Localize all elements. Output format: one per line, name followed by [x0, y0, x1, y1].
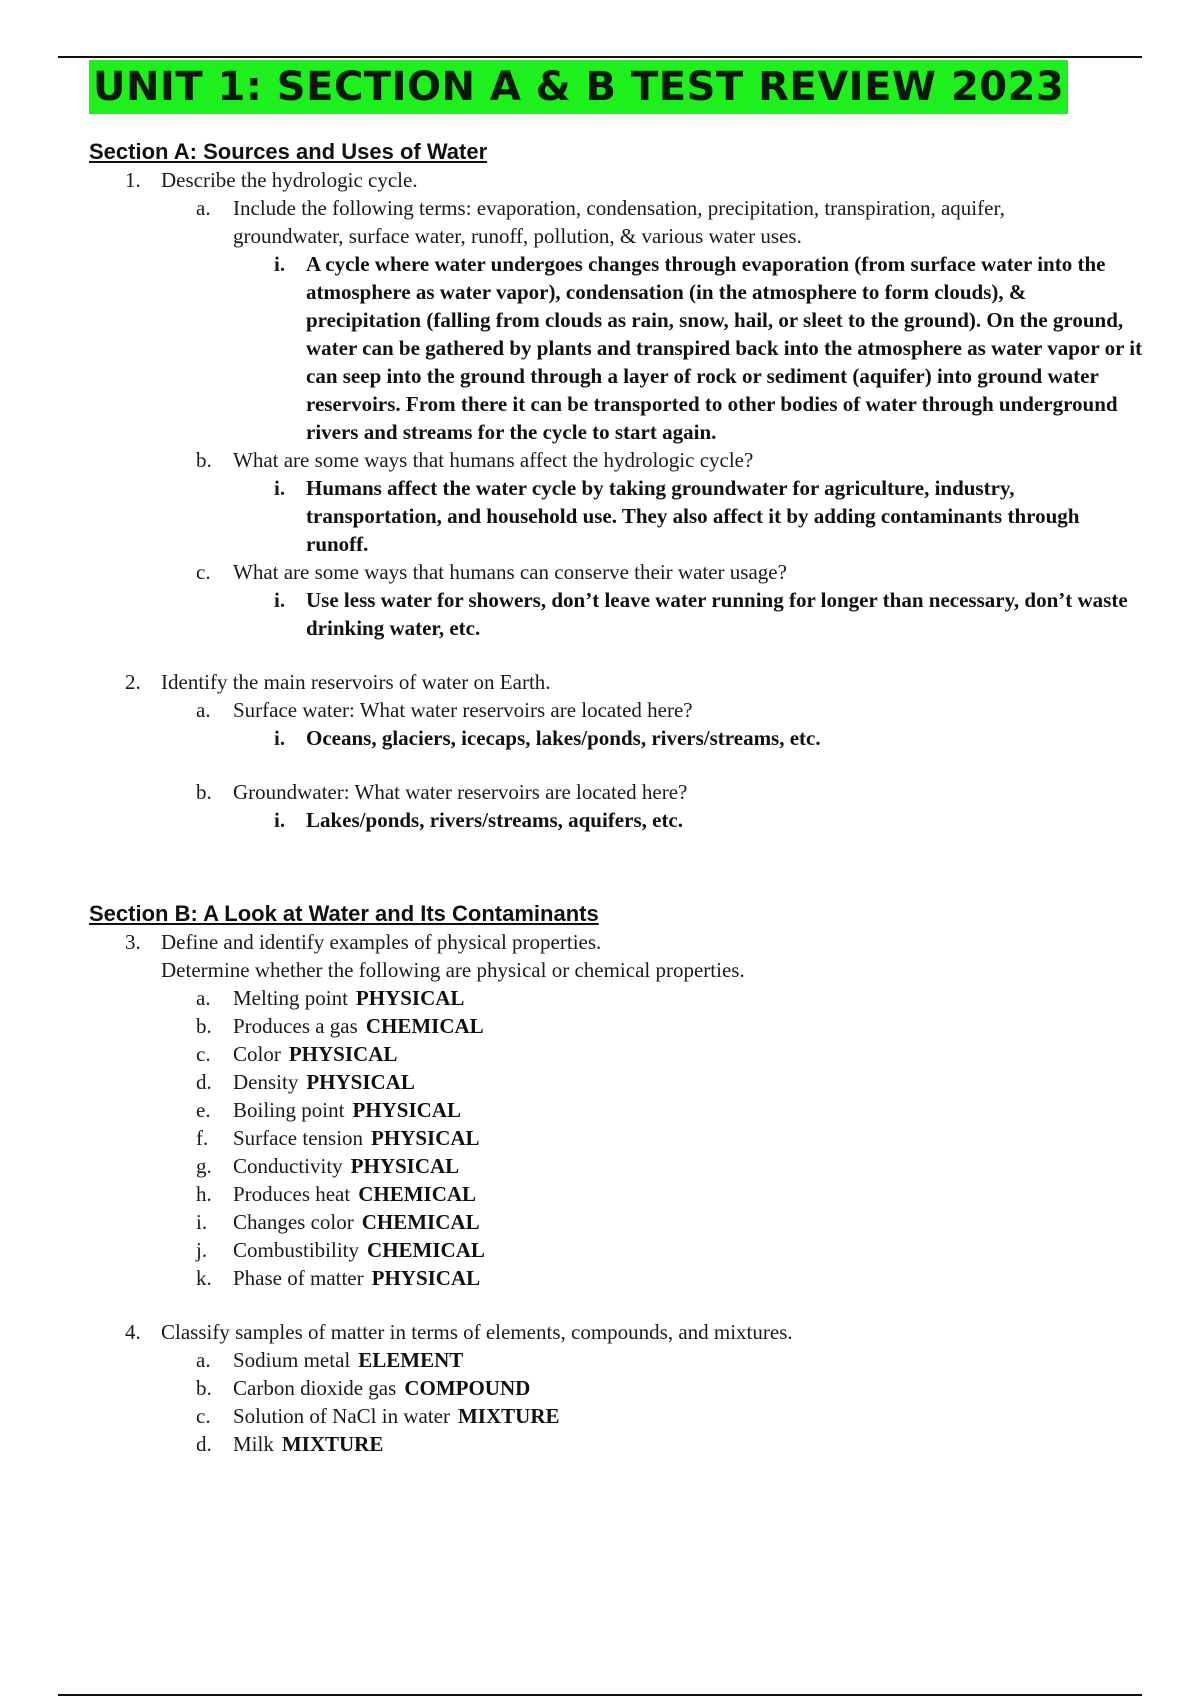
- item-content: [233, 1124, 480, 1152]
- property-item: [0, 1040, 1200, 1068]
- sub-label: c.: [196, 560, 211, 584]
- item-content: [233, 1068, 415, 1096]
- answer-1b: [0, 474, 1200, 558]
- item-content: [233, 1264, 480, 1292]
- item-content: [233, 984, 464, 1012]
- item-text: Phase of matter: [233, 1266, 364, 1290]
- matter-list: [0, 1346, 1200, 1458]
- item-label: g.: [196, 1154, 212, 1178]
- section-a-heading: Section A: Sources and Uses of Water: [89, 139, 488, 164]
- item-text: Color: [233, 1042, 281, 1066]
- spacer: [0, 888, 1200, 900]
- item-text: Solution of NaCl in water: [233, 1404, 450, 1428]
- item-label: j.: [196, 1238, 208, 1262]
- question-2a: [0, 696, 1200, 724]
- matter-item: [0, 1402, 1200, 1430]
- item-label: e.: [196, 1098, 211, 1122]
- item-answer: ELEMENT: [358, 1348, 464, 1372]
- answer-label: i.: [274, 808, 286, 832]
- answer-text: Humans affect the water cycle by taking groundwater for agriculture, industry, transportation, and household use. They also affect it by adding contaminants through runoff.: [306, 476, 1080, 556]
- item-content: [233, 1374, 530, 1402]
- item-text: Surface tension: [233, 1126, 364, 1150]
- item-text: Changes color: [233, 1210, 354, 1234]
- answer-text: Lakes/ponds, rivers/streams, aquifers, etc.: [306, 808, 684, 832]
- item-text: Carbon dioxide gas: [233, 1376, 397, 1400]
- item-label: c.: [196, 1042, 211, 1066]
- question-1: [0, 166, 1200, 194]
- property-item: [0, 1124, 1200, 1152]
- item-answer: PHYSICAL: [371, 1126, 480, 1150]
- question-4: [0, 1318, 1200, 1346]
- answer-text: Use less water for showers, don’t leave water running for longer than necessary, don’t waste drinking water, etc.: [306, 588, 1128, 640]
- item-content: [233, 1040, 397, 1068]
- item-text: Conductivity: [233, 1154, 343, 1178]
- spacer: [0, 642, 1200, 668]
- document-body: [0, 138, 1200, 1458]
- property-list: [0, 984, 1200, 1292]
- item-answer: MIXTURE: [281, 1432, 384, 1456]
- answer-text: Oceans, glaciers, icecaps, lakes/ponds, rivers/streams, etc.: [306, 726, 821, 750]
- answer-label: i.: [274, 588, 286, 612]
- property-item: [0, 1208, 1200, 1236]
- matter-item: [0, 1374, 1200, 1402]
- item-text: Produces a gas: [233, 1014, 358, 1038]
- item-text: Combustibility: [233, 1238, 360, 1262]
- item-label: h.: [196, 1182, 212, 1206]
- property-item: [0, 1152, 1200, 1180]
- answer-text: A cycle where water undergoes changes through evaporation (from surface water into the atmosphere as water vapor), condensation (in the atmosphere to form clouds), & precipitation (falling from clouds as rain, snow, hail, or sleet to the ground). On the ground, water can be gathered by plants and transpired back into the atmosphere as water vapor or it can seep into the ground through a layer of rock or sediment (aquifer) into ground water reservoirs. From there it can be transported to other bodies of water through underground rivers and streams for the cycle to start again.: [306, 252, 1143, 444]
- item-answer: MIXTURE: [457, 1404, 560, 1428]
- spacer: [0, 834, 1200, 888]
- answer-label: i.: [274, 252, 286, 276]
- question-number: 1.: [125, 168, 141, 192]
- sub-text: groundwater, surface water, runoff, pollution, & various water uses.: [233, 224, 802, 248]
- property-item: [0, 1012, 1200, 1040]
- item-answer: COMPOUND: [404, 1376, 531, 1400]
- page-title: UNIT 1: SECTION A & B TEST REVIEW 2023: [89, 60, 1068, 114]
- item-answer: CHEMICAL: [365, 1014, 484, 1038]
- question-number: 4.: [125, 1320, 141, 1344]
- item-label: f.: [196, 1126, 209, 1150]
- question-1b: [0, 446, 1200, 474]
- item-answer: CHEMICAL: [367, 1238, 485, 1262]
- sub-label: b.: [196, 780, 212, 804]
- question-3: [0, 928, 1200, 956]
- item-content: [233, 1430, 383, 1458]
- sub-text: Include the following terms: evaporation, condensation, precipitation, transpiration, aquifer,: [233, 196, 1005, 220]
- item-label: b.: [196, 1014, 212, 1038]
- item-text: Melting point: [233, 986, 348, 1010]
- item-label: d.: [196, 1070, 212, 1094]
- spacer: [0, 752, 1200, 778]
- item-text: Sodium metal: [233, 1348, 351, 1372]
- property-item: [0, 984, 1200, 1012]
- item-answer: PHYSICAL: [306, 1070, 415, 1094]
- item-answer: PHYSICAL: [350, 1154, 460, 1178]
- property-item: [0, 1068, 1200, 1096]
- item-content: [233, 1152, 459, 1180]
- sub-label: b.: [196, 448, 212, 472]
- answer-1a: [0, 250, 1200, 446]
- sub-label: a.: [196, 196, 211, 220]
- property-item: [0, 1236, 1200, 1264]
- question-2b: [0, 778, 1200, 806]
- property-item: [0, 1264, 1200, 1292]
- question-1a-line2: [0, 222, 1200, 250]
- item-answer: PHYSICAL: [288, 1042, 398, 1066]
- item-answer: PHYSICAL: [371, 1266, 481, 1290]
- matter-item: [0, 1346, 1200, 1374]
- question-1c: [0, 558, 1200, 586]
- question-text: Identify the main reservoirs of water on Earth.: [161, 670, 551, 694]
- question-text: Define and identify examples of physical properties.: [161, 930, 602, 954]
- property-item: [0, 1096, 1200, 1124]
- spacer: [0, 1292, 1200, 1318]
- question-3-instructions: [0, 956, 1200, 984]
- question-number: 2.: [125, 670, 141, 694]
- item-content: [233, 1208, 480, 1236]
- item-answer: PHYSICAL: [352, 1098, 461, 1122]
- question-2: [0, 668, 1200, 696]
- question-text: Classify samples of matter in terms of elements, compounds, and mixtures.: [161, 1320, 793, 1344]
- item-label: b.: [196, 1376, 212, 1400]
- item-label: k.: [196, 1266, 212, 1290]
- item-text: Produces heat: [233, 1182, 351, 1206]
- item-content: [233, 1012, 484, 1040]
- sub-text: Groundwater: What water reservoirs are located here?: [233, 780, 688, 804]
- sub-label: a.: [196, 698, 211, 722]
- bottom-rule: [58, 1694, 1142, 1696]
- answer-2a: [0, 724, 1200, 752]
- item-content: [233, 1180, 476, 1208]
- item-answer: CHEMICAL: [361, 1210, 480, 1234]
- item-text: Density: [233, 1070, 299, 1094]
- item-label: a.: [196, 986, 211, 1010]
- sub-text: Surface water: What water reservoirs are located here?: [233, 698, 693, 722]
- item-text: Boiling point: [233, 1098, 345, 1122]
- item-label: i.: [196, 1210, 208, 1234]
- sub-text: What are some ways that humans can conserve their water usage?: [233, 560, 787, 584]
- answer-label: i.: [274, 726, 286, 750]
- answer-1c: [0, 586, 1200, 642]
- question-text: Describe the hydrologic cycle.: [161, 168, 418, 192]
- answer-2b: [0, 806, 1200, 834]
- item-answer: CHEMICAL: [358, 1182, 477, 1206]
- item-label: c.: [196, 1404, 211, 1428]
- item-content: [233, 1096, 461, 1124]
- question-text: Determine whether the following are physical or chemical properties.: [161, 958, 745, 982]
- item-text: Milk: [233, 1432, 274, 1456]
- item-content: [233, 1236, 485, 1264]
- answer-label: i.: [274, 476, 286, 500]
- sub-text: What are some ways that humans affect the hydrologic cycle?: [233, 448, 754, 472]
- item-label: a.: [196, 1348, 211, 1372]
- question-number: 3.: [125, 930, 141, 954]
- item-answer: PHYSICAL: [355, 986, 465, 1010]
- section-b-heading: Section B: A Look at Water and Its Contaminants: [89, 901, 599, 926]
- item-content: [233, 1346, 463, 1374]
- property-item: [0, 1180, 1200, 1208]
- matter-item: [0, 1430, 1200, 1458]
- item-label: d.: [196, 1432, 212, 1456]
- item-content: [233, 1402, 560, 1430]
- top-rule: [58, 56, 1142, 58]
- question-1a-line1: [0, 194, 1200, 222]
